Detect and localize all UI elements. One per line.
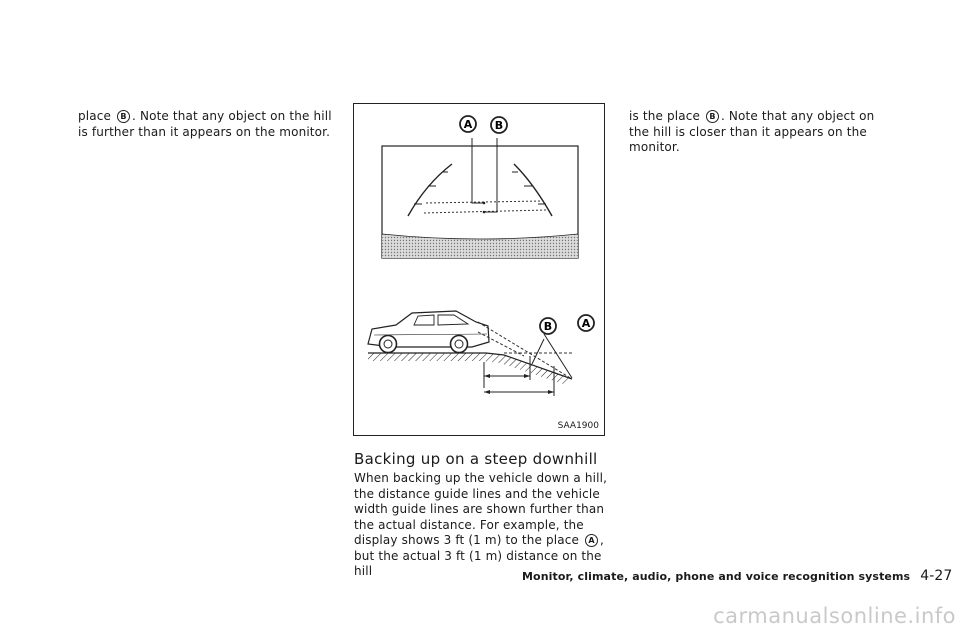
downhill-diagram — [354, 104, 603, 434]
illustration-figure — [353, 103, 605, 436]
car-illustration — [368, 311, 489, 353]
right-column-text — [629, 109, 884, 156]
callout-b-top — [491, 117, 507, 133]
figure-code: SAA1900 — [557, 421, 599, 431]
callout-b-bottom — [540, 318, 556, 334]
callout-a-icon: A — [585, 534, 598, 547]
section-body: When backing up the vehicle down a hill, the distance guide lines and the vehicle width guide lines are shown further than the actual distance. For example, the display shows 3 ft (1 m) to the place A , but the actual 3 ft (1 m) distance on the hill — [354, 471, 608, 578]
callout-a-top — [460, 116, 476, 132]
callout-b-icon: B — [706, 110, 719, 123]
left-column-text — [78, 109, 338, 140]
callout-b-icon: B — [117, 110, 130, 123]
left-paragraph: place B . Note that any object on the hill is further than it appears on the monitor. — [78, 109, 332, 139]
page-number: 4-27 — [920, 568, 953, 584]
footer-chapter: Monitor, climate, audio, phone and voice recognition systems — [522, 570, 911, 583]
middle-column-text — [354, 471, 608, 580]
svg-text:A: A — [581, 317, 591, 330]
svg-text:B: B — [494, 119, 504, 132]
page-footer — [522, 568, 952, 584]
section-heading: Backing up on a steep downhill — [354, 450, 598, 468]
callout-a-bottom — [578, 315, 594, 331]
watermark: carmanualsonline.info — [713, 604, 956, 628]
svg-text:B: B — [543, 320, 553, 333]
svg-text:A: A — [463, 118, 473, 131]
monitor-screen — [382, 138, 578, 258]
right-paragraph: is the place B . Note that any object on the hill is closer than it appears on the monitor. — [629, 109, 875, 154]
